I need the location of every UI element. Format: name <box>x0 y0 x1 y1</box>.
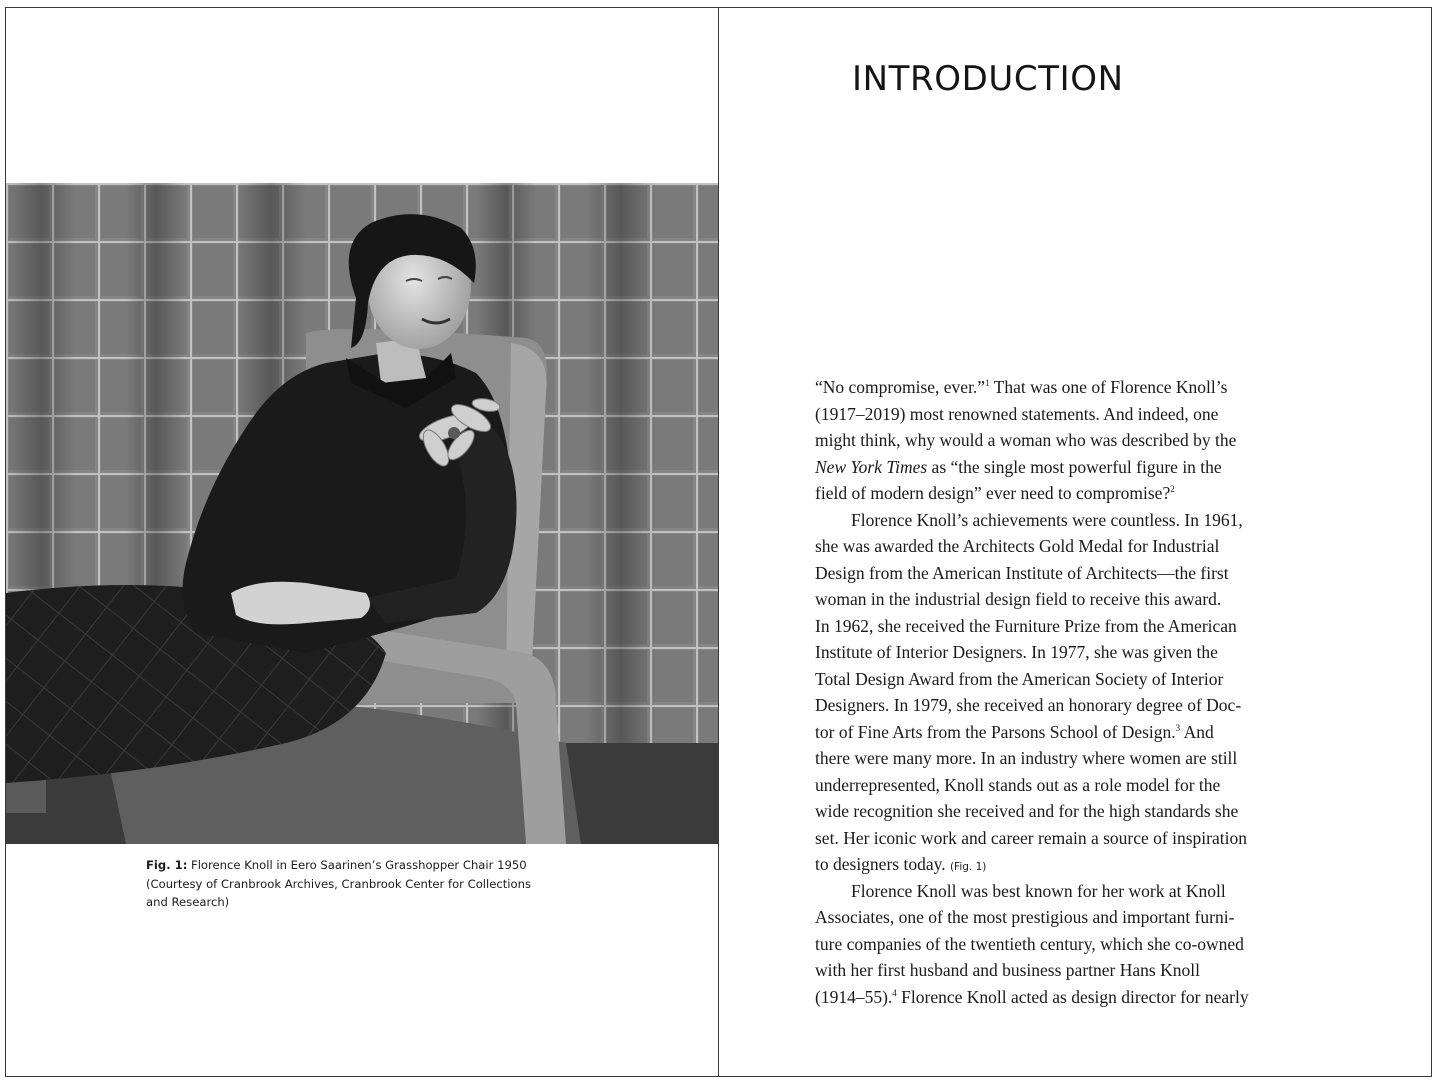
line-text: Institute of Interior Designers. In 1977, she was given the <box>815 642 1218 662</box>
body-text <box>815 374 1355 1010</box>
line-text: Florence Knoll acted as design director for nearly <box>896 986 1249 1007</box>
page-gutter <box>718 7 719 1077</box>
body-line <box>815 851 1355 878</box>
caption-line-1 <box>146 856 586 875</box>
line-text: Designers. In 1979, she received an honorary degree of Doc- <box>815 695 1242 715</box>
line-text: Florence Knoll was best known for her work at Knoll <box>851 880 1226 901</box>
line-text: there were many more. In an industry where women are still <box>815 748 1238 768</box>
line-text: with her first husband and business partner Hans Knoll <box>815 960 1200 980</box>
figure-photo <box>6 183 718 844</box>
line-text: Design from the American Institute of Architects—the first <box>815 562 1229 583</box>
body-line <box>815 825 1355 852</box>
footnote-marker: 1 <box>985 378 990 388</box>
body-line <box>815 560 1355 587</box>
line-text: woman in the industrial design field to receive this award. <box>815 589 1222 609</box>
line-text: tor of Fine Arts from the Parsons School of Design. <box>815 721 1176 742</box>
line-text: Florence Knoll’s achievements were countless. In 1961, <box>851 509 1243 530</box>
caption-text: Florence Knoll in Eero Saarinen’s Grasshopper Chair 1950 <box>191 858 527 872</box>
body-line <box>815 613 1355 640</box>
line-text: (1914–55). <box>815 986 893 1007</box>
body-line <box>815 719 1355 746</box>
body-line <box>815 639 1355 666</box>
body-line <box>815 745 1355 772</box>
line-text: wide recognition she received and for the high standards she <box>815 801 1239 821</box>
body-line <box>815 427 1355 454</box>
line-text: underrepresented, Knoll stands out as a role model for the <box>815 774 1221 795</box>
line-text: (1917–2019) most renowned statements. And indeed, one <box>815 403 1219 424</box>
line-text: Total Design Award from the American Society of Interior <box>815 668 1224 689</box>
figure-reference: (Fig. 1) <box>949 861 987 873</box>
line-text: to designers today. <box>815 854 950 874</box>
italic-text: New York Times <box>815 456 928 477</box>
body-line <box>815 957 1355 984</box>
line-text: ture companies of the twentieth century, which she co-owned <box>815 933 1244 954</box>
caption-label: Fig. 1: <box>146 858 188 872</box>
caption-line-2: (Courtesy of Cranbrook Archives, Cranbrook Center for Collections <box>146 876 532 891</box>
line-text: That was one of Florence Knoll’s <box>989 377 1228 397</box>
body-line <box>815 480 1355 507</box>
figure-caption <box>146 856 586 912</box>
body-line <box>815 507 1355 534</box>
footnote-marker: 3 <box>1175 722 1181 733</box>
line-text: In 1962, she received the Furniture Prize from the American <box>815 615 1237 636</box>
body-line <box>815 772 1355 799</box>
body-line <box>815 401 1355 428</box>
line-text: set. Her iconic work and career remain a source of inspiration <box>815 827 1247 848</box>
body-line <box>815 586 1355 613</box>
chapter-title: INTRODUCTION <box>852 59 1124 99</box>
body-line <box>815 984 1355 1011</box>
line-text: she was awarded the Architects Gold Medal for Industrial <box>815 536 1220 556</box>
body-line <box>815 692 1355 719</box>
line-text: And <box>1180 721 1214 742</box>
body-line <box>815 931 1355 958</box>
line-text: “No compromise, ever.” <box>815 377 986 397</box>
body-line <box>815 666 1355 693</box>
line-text: field of modern design” ever need to compromise? <box>815 483 1171 503</box>
footnote-marker: 4 <box>892 987 897 998</box>
line-text: Associates, one of the most prestigious and important furni- <box>815 907 1235 927</box>
body-line <box>815 533 1355 560</box>
line-text: might think, why would a woman who was described by the <box>815 430 1237 450</box>
body-line <box>815 798 1355 825</box>
body-line <box>815 454 1355 481</box>
line-text: as “the single most powerful figure in the <box>927 456 1222 477</box>
footnote-marker: 2 <box>1170 484 1175 494</box>
caption-line-3: and Research) <box>146 895 230 910</box>
body-line <box>815 904 1355 931</box>
body-line <box>815 374 1355 401</box>
body-line <box>815 878 1355 905</box>
